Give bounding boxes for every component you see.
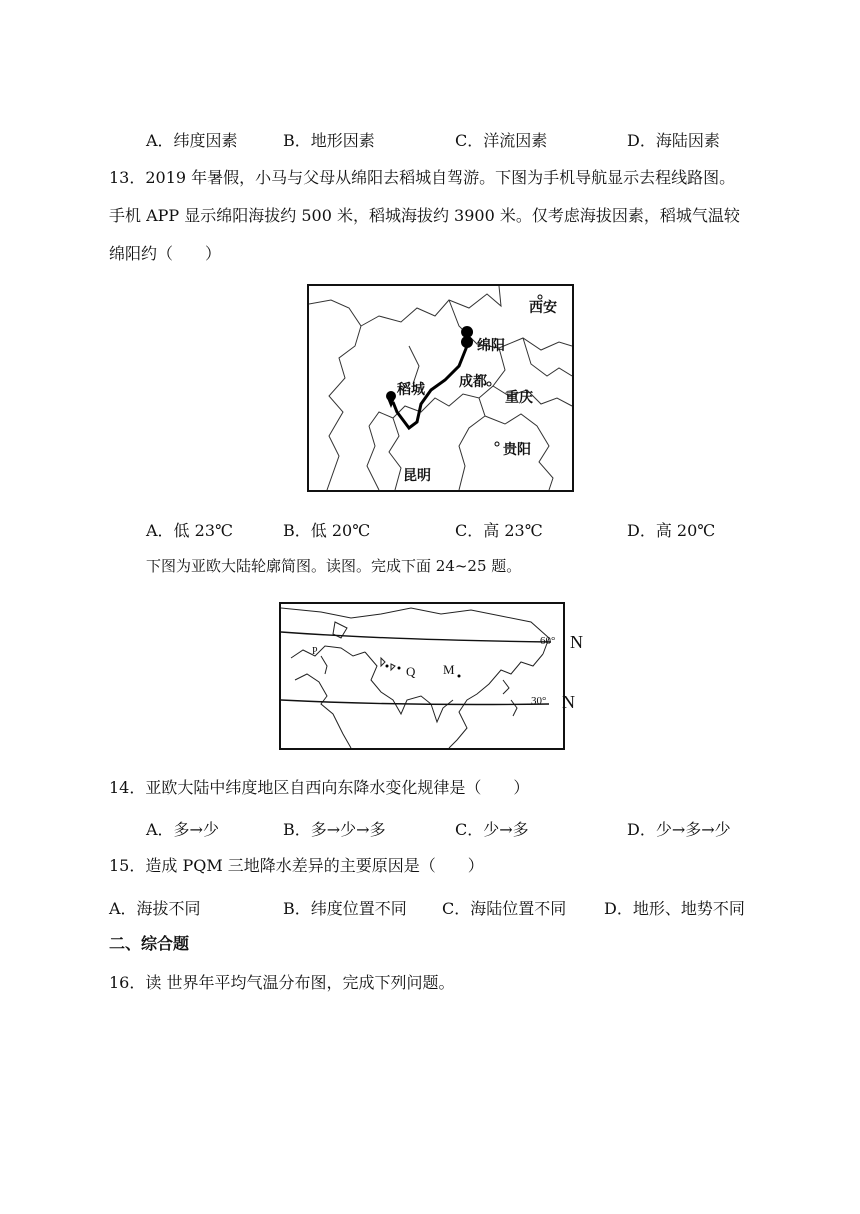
map-label-q: Q — [406, 664, 416, 679]
q15-option-d: D．地形、地势不同 — [604, 899, 745, 918]
mianyang-marker — [461, 326, 473, 352]
q14-option-d: D．少→多→少 — [627, 820, 731, 839]
q12-option-c: C．洋流因素 — [455, 131, 548, 150]
map-label-daocheng: 稻城 — [397, 382, 425, 398]
q12-option-d: D．海陆因素 — [627, 131, 720, 150]
map-label-mianyang: 绵阳 — [477, 338, 505, 354]
q13-option-b: B．低 20℃ — [283, 521, 371, 540]
xian-dot — [538, 295, 542, 299]
q13-option-d: D．高 20℃ — [627, 521, 716, 540]
map-label-p: P — [312, 646, 318, 657]
map-label-xian: 西安 — [529, 300, 557, 316]
q12-option-b: B．地形因素 — [283, 131, 375, 150]
dot-m — [458, 675, 461, 678]
q14-stem: 14．亚欧大陆中纬度地区自西向东降水变化规律是（ ） — [109, 778, 530, 797]
dot-q — [398, 667, 401, 670]
map-label-m: M — [443, 662, 455, 677]
n-label-30: N — [562, 692, 575, 712]
q15-option-a: A．海拔不同 — [109, 899, 201, 918]
q13-stem-line2: 手机 APP 显示绵阳海拔约 500 米，稻城海拔约 3900 米。仅考虑海拔因素，稻城气温较 — [109, 206, 740, 225]
q15-stem: 15．造成 PQM 三地降水差异的主要原因是（ ） — [109, 856, 484, 875]
q15-option-b: B．纬度位置不同 — [283, 899, 407, 918]
eurasia-map-svg — [281, 604, 563, 748]
lat-60-line — [281, 632, 551, 642]
route-map-svg — [309, 286, 572, 490]
q13-option-a: A．低 23℃ — [146, 521, 233, 540]
q13-stem-line1: 13．2019 年暑假，小马与父母从绵阳去稻城自驾游。下图为手机导航显示去程线路图。 — [109, 168, 736, 187]
dot-west-q — [386, 665, 389, 668]
n-label-60: N — [570, 632, 583, 652]
map-label-lat30: 30° — [531, 695, 547, 707]
map-label-chengdu: 成都 — [459, 374, 487, 390]
q14-option-a: A．多→少 — [146, 820, 219, 839]
guiyang-dot — [495, 442, 499, 446]
q12-option-a: A．纬度因素 — [146, 131, 238, 150]
q14-option-b: B．多→少→多 — [283, 820, 386, 839]
eurasia-map — [279, 602, 565, 750]
map-label-chongqing: 重庆 — [505, 390, 533, 406]
map-label-lat60: 60° — [540, 635, 556, 647]
route-map — [307, 284, 574, 492]
map-label-guiyang: 贵阳 — [503, 442, 531, 458]
map-label-kunming: 昆明 — [403, 468, 431, 484]
q13-stem-line3: 绵阳约（ ） — [109, 244, 222, 263]
section-heading: 二、综合题 — [109, 934, 190, 953]
q16-stem: 16．读 世界年平均气温分布图，完成下列问题。 — [109, 973, 455, 992]
q14-option-c: C．少→多 — [455, 820, 529, 839]
map-intro-text: 下图为亚欧大陆轮廓简图。读图。完成下面 24~25 题。 — [146, 557, 522, 575]
q15-option-c: C．海陆位置不同 — [442, 899, 567, 918]
chongqing-dot — [487, 382, 491, 386]
q13-option-c: C．高 23℃ — [455, 521, 543, 540]
